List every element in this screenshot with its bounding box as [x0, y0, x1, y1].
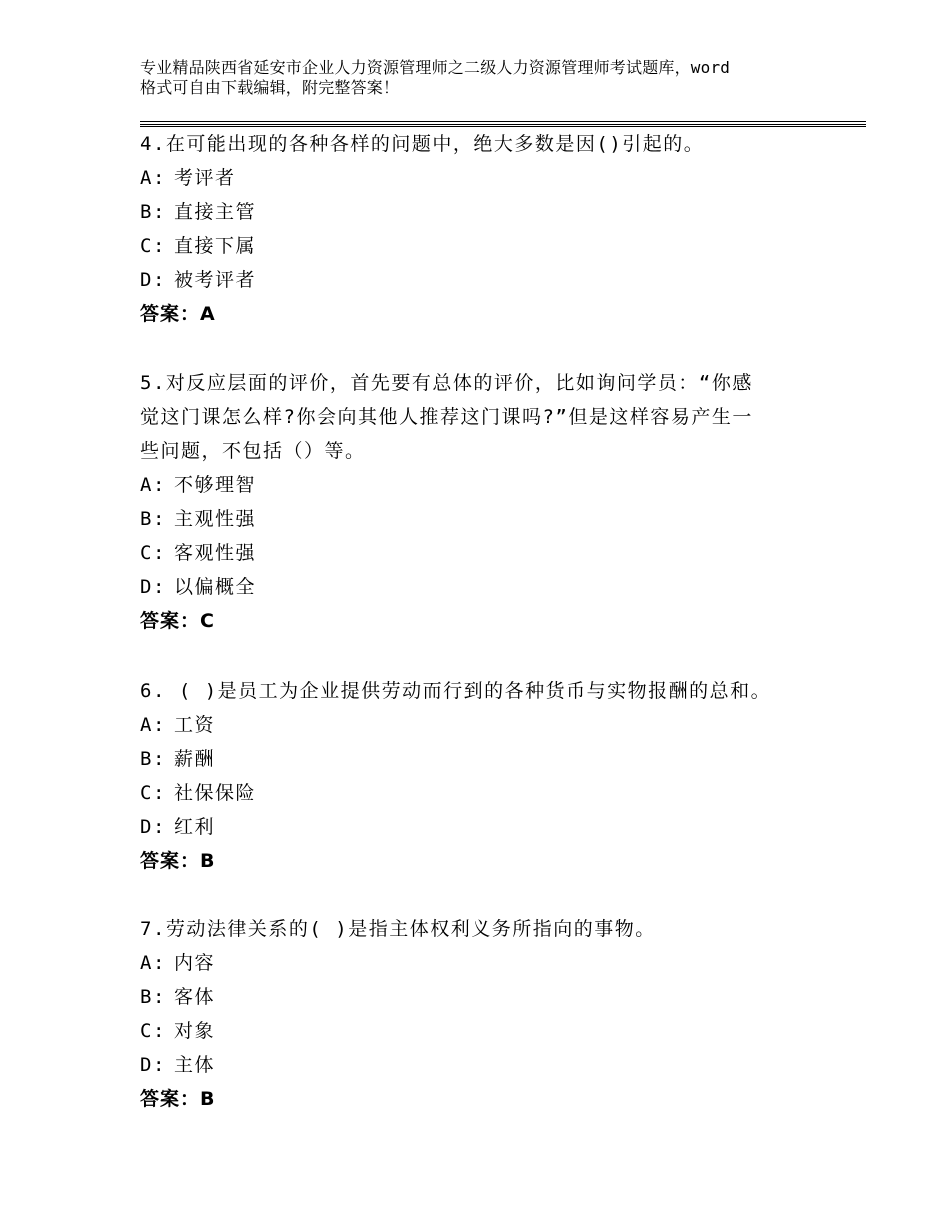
header-divider-top [140, 121, 866, 122]
question-stem-line-3: 些问题，不包括（）等。 [140, 440, 366, 462]
option-text: 薪酬 [174, 748, 216, 770]
answer-key: 答案：A [140, 303, 216, 325]
question-stem: 4.在可能出现的各种各样的问题中，绝大多数是因()引起的。 [140, 133, 705, 155]
option-letter: C: [140, 1020, 166, 1042]
option-d [140, 810, 820, 844]
option-text: 社保保险 [174, 782, 257, 804]
option-letter: A: [140, 474, 166, 496]
question-stem: 6. ( )是员工为企业提供劳动而行到的各种货币与实物报酬的总和。 [140, 680, 772, 702]
option-letter: D: [140, 1054, 166, 1076]
option-text: 主体 [174, 1054, 216, 1076]
option-text: 工资 [174, 714, 216, 736]
answer-key: 答案：C [140, 610, 215, 632]
header-line-1: 专业精品陕西省延安市企业人力资源管理师之二级人力资源管理师考试题库，word [140, 58, 731, 77]
option-letter: C: [140, 782, 166, 804]
option-letter: D: [140, 576, 166, 598]
question-7 [140, 912, 820, 1116]
option-letter: D: [140, 816, 166, 838]
option-letter: A: [140, 714, 166, 736]
option-b [140, 742, 820, 776]
option-text: 被考评者 [174, 269, 257, 291]
option-a [140, 708, 820, 742]
option-b [140, 502, 820, 536]
option-text: 直接主管 [174, 201, 257, 223]
answer-key: 答案：B [140, 850, 216, 872]
option-letter: C: [140, 542, 166, 564]
option-text: 客观性强 [174, 542, 257, 564]
option-text: 以偏概全 [174, 576, 257, 598]
question-stem: 7.劳动法律关系的( )是指主体权利义务所指向的事物。 [140, 918, 656, 940]
header-divider-middle [140, 124, 866, 125]
option-text: 主观性强 [174, 508, 257, 530]
option-text: 不够理智 [174, 474, 257, 496]
option-b [140, 980, 820, 1014]
option-c [140, 536, 820, 570]
option-letter: A: [140, 952, 166, 974]
option-letter: B: [140, 986, 166, 1008]
question-6 [140, 674, 820, 878]
question-5 [140, 366, 820, 638]
option-c [140, 776, 820, 810]
document-header [140, 58, 830, 98]
header-line-2: 格式可自由下载编辑，附完整答案！ [140, 78, 400, 97]
option-d [140, 263, 820, 297]
question-stem-line-2: 觉这门课怎么样?你会向其他人推荐这门课吗?”但是这样容易产生一 [140, 406, 753, 428]
option-d [140, 570, 820, 604]
answer-key: 答案：B [140, 1088, 216, 1110]
question-stem-line-1: 5.对反应层面的评价，首先要有总体的评价，比如询问学员：“你感 [140, 372, 753, 394]
option-letter: B: [140, 201, 166, 223]
option-text: 考评者 [174, 167, 236, 189]
option-text: 客体 [174, 986, 216, 1008]
option-text: 红利 [174, 816, 216, 838]
question-4 [140, 127, 820, 331]
option-a [140, 468, 820, 502]
option-letter: A: [140, 167, 166, 189]
option-c [140, 1014, 820, 1048]
option-text: 内容 [174, 952, 216, 974]
option-d [140, 1048, 820, 1082]
option-text: 对象 [174, 1020, 216, 1042]
option-text: 直接下属 [174, 235, 257, 257]
option-a [140, 161, 820, 195]
option-letter: B: [140, 508, 166, 530]
option-a [140, 946, 820, 980]
option-letter: C: [140, 235, 166, 257]
option-letter: D: [140, 269, 166, 291]
option-c [140, 229, 820, 263]
option-b [140, 195, 820, 229]
option-letter: B: [140, 748, 166, 770]
